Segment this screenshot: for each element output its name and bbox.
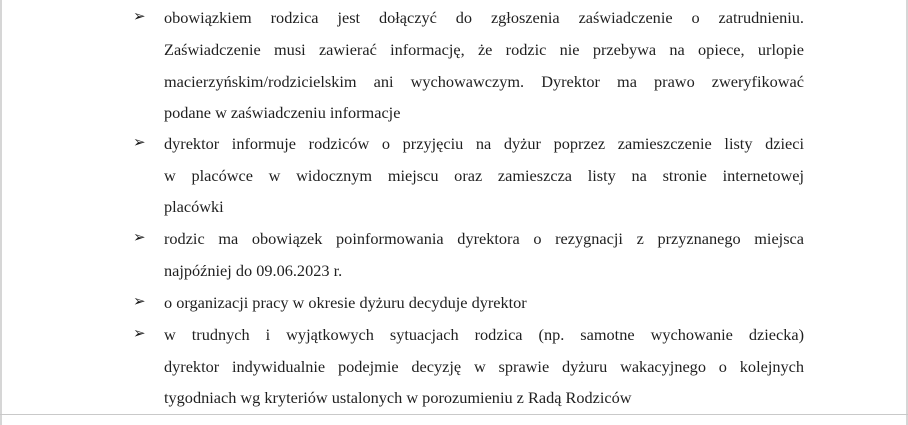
bullet-arrow-icon: ➢ <box>133 9 146 25</box>
list-item-line: rodzic ma obowiązek poinformowania dyrektora o rezygnacji z przyznanego miejsca <box>164 229 804 248</box>
list-item-line: dyrektor informuje rodziców o przyjęciu na dyżur poprzez zamieszczenie listy dzieci <box>164 134 804 153</box>
list-item-line: w trudnych i wyjątkowych sytuacjach rodzica (np. samotne wychowanie dziecka) <box>164 325 804 344</box>
list-item-line: dyrektor indywidualnie podejmie decyzję w sprawie dyżuru wakacyjnego o kolejnych <box>164 357 804 376</box>
list-item-line: podane w zaświadczeniu informacje <box>164 103 401 122</box>
page-bottom-edge <box>0 414 908 415</box>
list-item-line: o organizacji pracy w okresie dyżuru decyduje dyrektor <box>164 293 527 312</box>
bullet-arrow-icon: ➢ <box>133 294 146 310</box>
bullet-arrow-icon: ➢ <box>133 326 146 342</box>
bullet-arrow-icon: ➢ <box>133 230 146 246</box>
list-item-line: placówki <box>164 197 224 216</box>
bullet-arrow-icon: ➢ <box>133 135 146 151</box>
list-item-line: obowiązkiem rodzica jest dołączyć do zgłoszenia zaświadczenie o zatrudnieniu. <box>164 8 804 27</box>
list-item-line: w placówce w widocznym miejscu oraz zamieszcza listy na stronie internetowej <box>164 166 804 185</box>
list-item-line: najpóźniej do 09.06.2023 r. <box>164 261 343 280</box>
list-item-line: Zaświadczenie musi zawierać informację, że rodzic nie przebywa na opiece, urlopie <box>164 40 804 59</box>
list-item-line: macierzyńskim/rodzicielskim ani wychowawczym. Dyrektor ma prawo zweryfikować <box>164 72 804 91</box>
list-item-line: tygodniach wg kryteriów ustalonych w porozumieniu z Radą Rodziców <box>164 388 632 407</box>
